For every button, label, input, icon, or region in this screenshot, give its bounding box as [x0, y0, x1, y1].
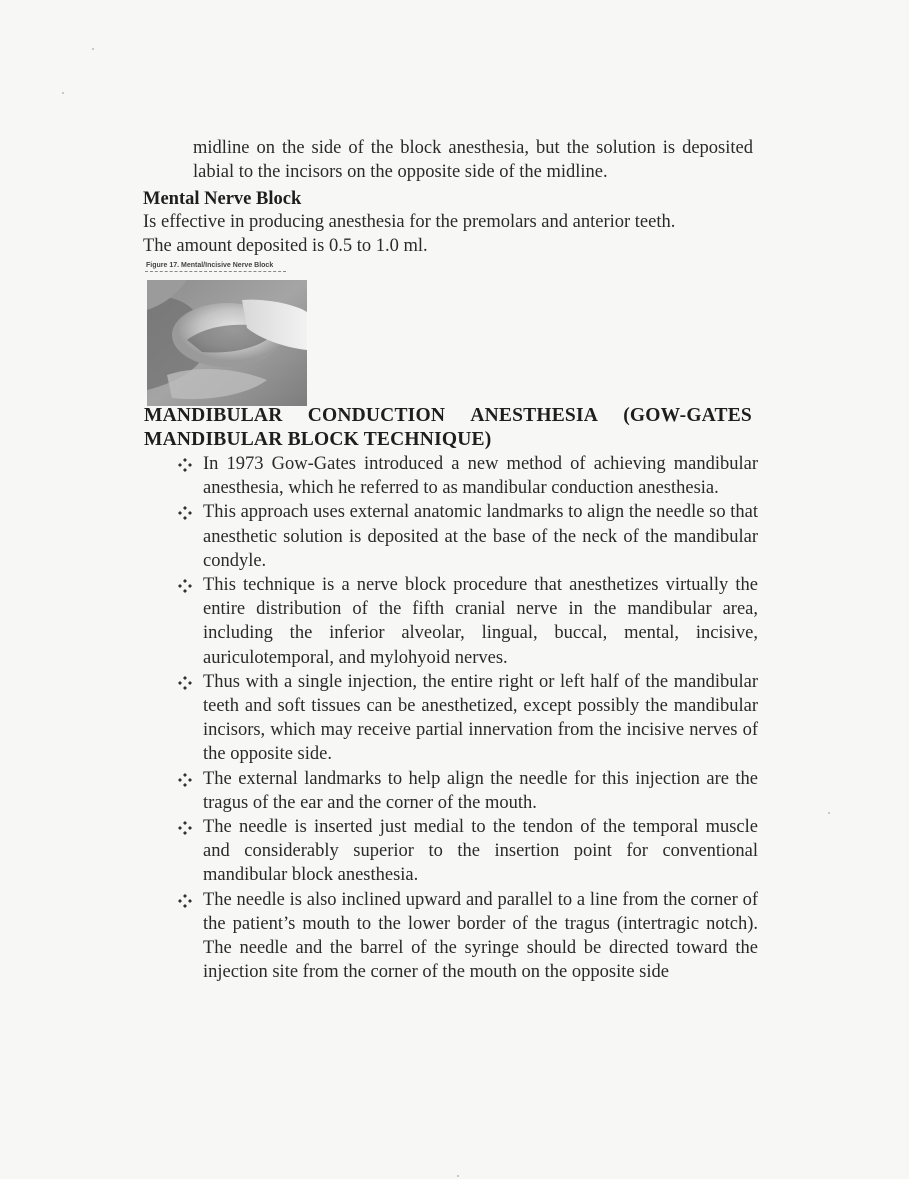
bullet-text: The external landmarks to help align the needle for this injection are the tragus of the ear and the corner of the mouth. [203, 768, 758, 813]
four-diamond-bullet-icon [178, 676, 194, 690]
scan-speck [457, 1175, 459, 1177]
gow-gates-heading-line1 [144, 404, 752, 428]
figure-17 [145, 261, 309, 407]
gow-gates-heading [144, 404, 752, 452]
four-diamond-bullet-icon [178, 894, 194, 908]
bullet-text: The needle is inserted just medial to the tendon of the temporal muscle and considerably superior to the insertion point for conventional mandibular block anesthesia. [203, 817, 758, 886]
bullet-text: Thus with a single injection, the entire right or left half of the mandibular teeth and soft tissues can be anesthetized, except possibly the mandibular incisors, which may receive partial innervation from the incisive nerves of the opposite side. [203, 671, 758, 765]
bullet-item [178, 815, 758, 888]
intro-paragraph: midline on the side of the block anesthesia, but the solution is deposited labial to the incisors on the opposite side of the midline. [193, 138, 753, 182]
mental-nerve-body [143, 210, 753, 258]
bullet-text: This approach uses external anatomic landmarks to align the needle so that anesthetic solution is deposited at the base of the neck of the mandibular condyle. [203, 502, 758, 571]
bullet-item [178, 888, 758, 985]
heading-word: CONDUCTION [307, 405, 446, 426]
mental-nerve-line: The amount deposited is 0.5 to 1.0 ml. [143, 236, 428, 256]
scan-speck [828, 812, 830, 814]
four-diamond-bullet-icon [178, 506, 194, 520]
heading-word: MANDIBULAR [144, 405, 283, 426]
bullet-item [178, 573, 758, 670]
bullet-item [178, 500, 758, 573]
mental-nerve-heading: Mental Nerve Block [143, 189, 302, 209]
bullet-text: The needle is also inclined upward and parallel to a line from the corner of the patient’s mouth to the lower border of the tragus (intertragic notch). The needle and the barrel of the syringe should be directed toward the injection site from the corner of the mouth on the opposite side [203, 889, 758, 983]
bullet-item [178, 452, 758, 500]
scan-speck [92, 48, 94, 50]
figure-caption: Figure 17. Mental/Incisive Nerve Block [145, 261, 286, 272]
bullet-text: In 1973 Gow-Gates introduced a new method of achieving mandibular anesthesia, which he referred to as mandibular conduction anesthesia. [203, 454, 758, 499]
bullet-text: This technique is a nerve block procedure that anesthetizes virtually the entire distribution of the fifth cranial nerve in the mandibular area, including the inferior alveolar, lingual, buccal, mental, incisive, auriculotemporal, and mylohyoid nerves. [203, 575, 758, 668]
mental-nerve-line: Is effective in producing anesthesia for the premolars and anterior teeth. [143, 212, 676, 232]
gow-gates-heading-line2: MANDIBULAR BLOCK TECHNIQUE) [144, 429, 492, 450]
four-diamond-bullet-icon [178, 458, 194, 472]
gow-gates-bullet-list [178, 452, 758, 984]
four-diamond-bullet-icon [178, 773, 194, 787]
bullet-item [178, 767, 758, 815]
four-diamond-bullet-icon [178, 579, 194, 593]
heading-word: ANESTHESIA [470, 405, 599, 426]
four-diamond-bullet-icon [178, 821, 194, 835]
mental-nerve-block-photo [147, 280, 307, 406]
scan-speck [62, 92, 64, 94]
bullet-item [178, 670, 758, 767]
heading-word: (GOW-GATES [623, 405, 752, 426]
